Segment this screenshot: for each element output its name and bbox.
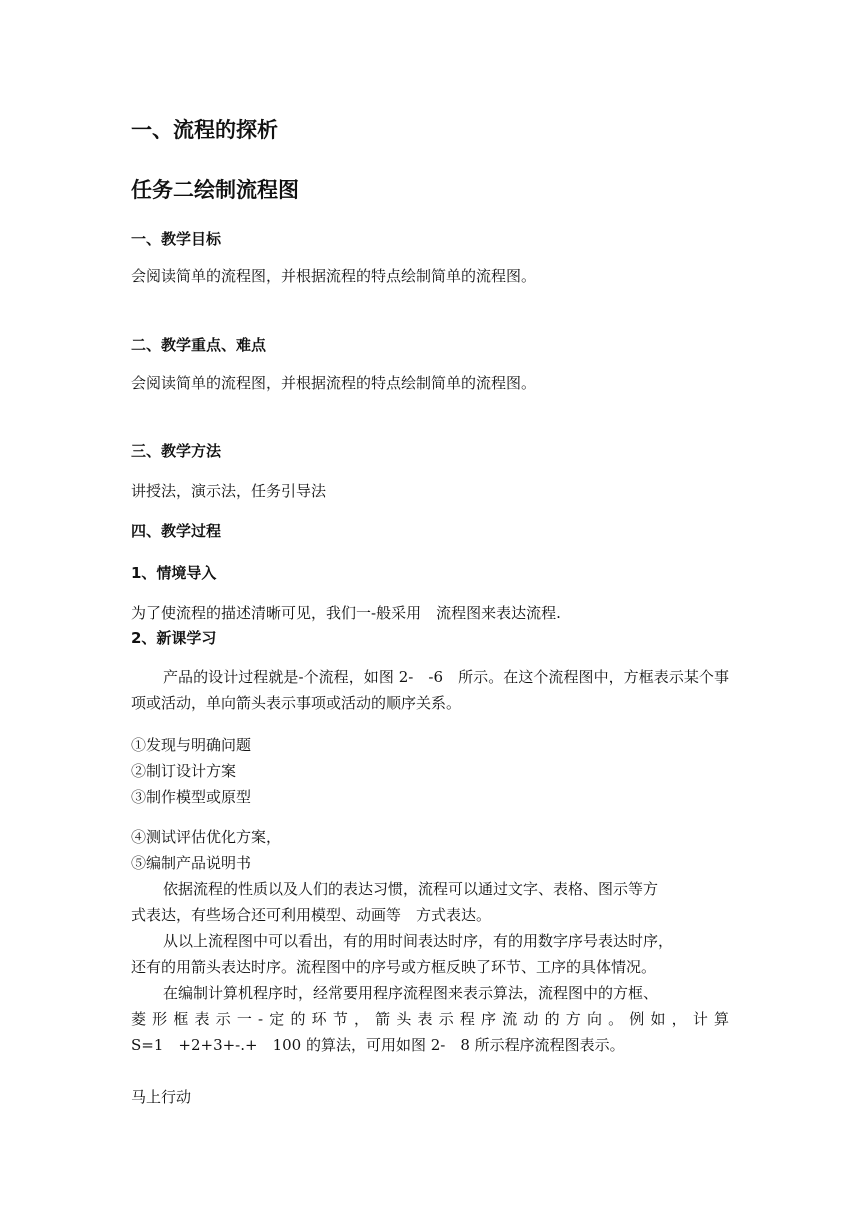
- subsection-body-intro: 为了使流程的描述清晰可见，我们一-般采用 流程图来表达流程.: [131, 604, 561, 622]
- section-body-keypoints: 会阅读简单的流程图，并根据流程的特点绘制简单的流程图。: [131, 374, 537, 392]
- paragraph-timing-line: 还有的用箭头表达时序。流程图中的序号或方框反映了环节、工序的具体情况。: [131, 958, 657, 976]
- subsection-heading-newlesson: 2、新课学习: [131, 629, 217, 647]
- section-heading-methods: 三、教学方法: [131, 442, 222, 460]
- paragraph-design-process: 产品的设计过程就是-个流程，如图 2- -6 所示。在这个流程图中，方框表示某个事项或活动，单向箭头表示事项或活动的顺序关系。: [131, 668, 729, 712]
- paragraph-program-line: 在编制计算机程序时，经常要用程序流程图来表示算法，流程图中的方框、: [163, 984, 659, 1002]
- list-item: ⑤编制产品说明书: [131, 854, 252, 872]
- paragraph-timing-line: 从以上流程图中可以看出，有的用时间表达时序，有的用数字序号表达时序，: [163, 932, 674, 950]
- closing-text: 马上行动: [131, 1088, 192, 1106]
- section-heading-process: 四、教学过程: [131, 522, 222, 540]
- section-heading-objectives: 一、教学目标: [131, 230, 222, 248]
- section-body-methods: 讲授法，演示法，任务引导法: [131, 482, 327, 500]
- paragraph-program-line: 菱形框表示一-定的环节，箭头表示程序流动的方向。例如，计算: [131, 1010, 729, 1028]
- list-item: ②制订设计方案: [131, 762, 237, 780]
- subsection-heading-intro: 1、情境导入: [131, 564, 217, 582]
- paragraph-expression-line: 式表达，有些场合还可利用模型、动画等 方式表达。: [131, 906, 492, 924]
- section-heading-keypoints: 二、教学重点、难点: [131, 336, 267, 354]
- list-item: ③制作模型或原型: [131, 788, 252, 806]
- paragraph-program-line: S=1 +2+3+-.+ 100 的算法，可用如图 2- 8 所示程序流程图表示。: [131, 1036, 625, 1054]
- list-item: ①发现与明确问题: [131, 736, 252, 754]
- task-title: 任务二绘制流程图: [131, 178, 299, 202]
- list-item: ④测试评估优化方案，: [131, 828, 282, 846]
- document-title: 一、流程的探析: [131, 118, 278, 142]
- paragraph-expression-line: 依据流程的性质以及人们的表达习惯，流程可以通过文字、表格、图示等方: [163, 880, 659, 898]
- section-body-objectives: 会阅读简单的流程图，并根据流程的特点绘制简单的流程图。: [131, 267, 537, 285]
